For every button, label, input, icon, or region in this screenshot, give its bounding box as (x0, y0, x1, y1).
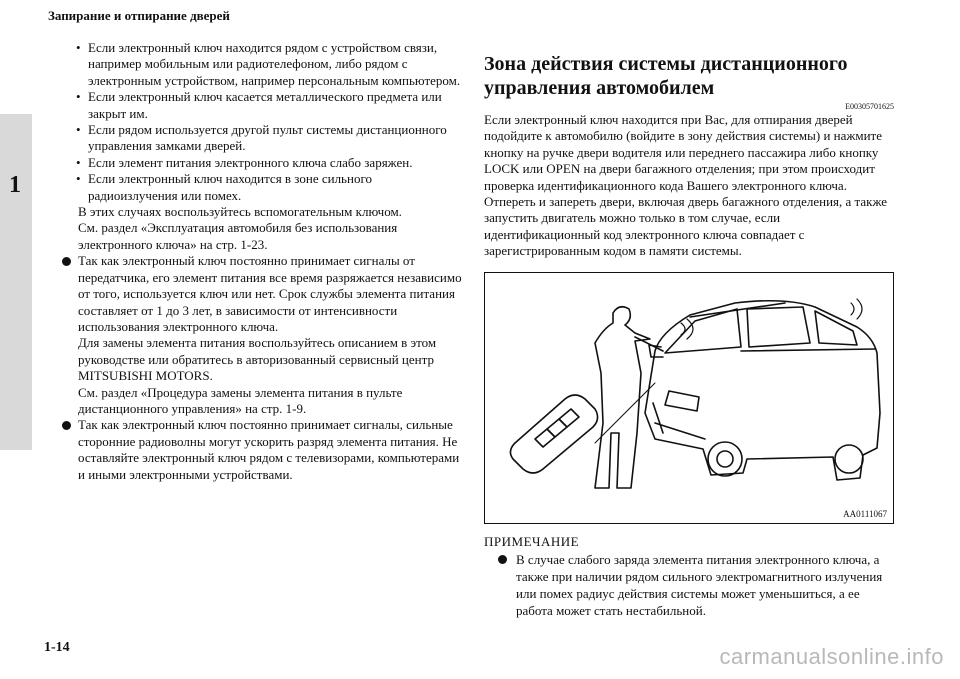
section-title: Зона действия системы дистанционного управления автомобилем (484, 53, 848, 99)
list-item: • Если электронный ключ касается металлического предмета или закрыт им. (76, 89, 442, 121)
paragraph: См. раздел «Эксплуатация автомобиля без использования электронного ключа» на стр. 1-23. (78, 220, 398, 252)
pointer-line (595, 383, 655, 443)
paragraph: Если электронный ключ находится при Вас, для отпирания дверей подойдите к автомобилю (войдите в зону действия системы) и нажмите кнопку на ручке двери водителя или переднего пассажира либо кнопку LOCK или OPEN на двери багажного отделения; при этом происходит проверка идентификационного кода Вашего электронного ключа. (484, 112, 883, 193)
paragraph: В случае слабого заряда элемента питания электронного ключа, а также при наличии рядом сильного электромагнитного излучения или помех радиус действия системы может уменьшиться, а ее работа может стать нестабильной. (516, 552, 883, 618)
page-number: 1-14 (44, 640, 70, 655)
paragraph: См. раздел «Процедура замены элемента питания в пульте дистанционного управления» на стр. 1-9. (78, 384, 403, 416)
bullet-icon (62, 421, 71, 430)
rear-wheel-icon (835, 445, 863, 473)
bullet-item (62, 417, 462, 483)
right-column (484, 52, 894, 260)
bullet-item (62, 253, 462, 417)
key-button (547, 419, 567, 437)
paragraph: В этих случаях воспользуйтесь вспомогательным ключом. (78, 204, 402, 220)
left-column (62, 40, 462, 483)
note-title: ПРИМЕЧАНИЕ (484, 534, 580, 549)
watermark: carmanualsonline.info (719, 644, 944, 669)
chapter-number: 1 (9, 172, 21, 198)
paragraph: Отпереть и запереть двери, включая дверь багажного отделения, а также запустить двигатель можно только в том случае, если идентификационный код электронного ключа совпадает с зарегистрированным кодом в памяти системы. (484, 194, 888, 259)
paragraph: Для замены элемента питания воспользуйтесь описанием в этом руководстве или обратитесь в авторизованный сервисный центр MITSUBISHI MOTORS. (78, 335, 437, 384)
document-code: E00305701625 (845, 102, 894, 111)
remote-key-icon (510, 395, 597, 473)
person (595, 307, 650, 488)
page-header: Запирание и отпирание дверей (48, 8, 230, 23)
list-item: • Если электронный ключ находится рядом с устройством связи, например мобильным или радиотелефоном, либо рядом с электронным устройством, например персональным компьютером. (76, 40, 461, 88)
front-wheel-icon (708, 442, 742, 476)
front-hub (717, 451, 733, 467)
car-key-illustration (485, 273, 895, 525)
bullet-icon (498, 555, 507, 564)
key-button (559, 409, 579, 427)
figure-code: AA0111067 (843, 509, 887, 519)
note-bullet (498, 551, 898, 619)
car-body (645, 301, 880, 480)
illustration (484, 272, 894, 524)
paragraph: Так как электронный ключ постоянно принимает сигналы, сильные сторонние радиоволны могут ускорить разряд элемента питания. Не оставляйте электронный ключ рядом с телевизорами, компьютерами и иными электронными устройствами. (78, 417, 460, 482)
list-item: • Если рядом используется другой пульт системы дистанционного управления замками дверей. (76, 122, 447, 154)
paragraph: Так как электронный ключ постоянно принимает сигналы от передатчика, его элемент питания все время разряжается независимо от того, используется ключ или нет. Срок службы элемента питания составляет от 1 до 3 лет, в зависимости от интенсивности использования электронного ключа. (78, 253, 462, 334)
list-item: • Если электронный ключ находится в зоне сильного радиоизлучения или помех. (76, 171, 372, 203)
chapter-tab (0, 114, 32, 450)
bullet-icon (62, 257, 71, 266)
list-item: • Если элемент питания электронного ключа слабо заряжен. (76, 154, 413, 170)
key-button (535, 429, 555, 447)
headlight (665, 391, 699, 411)
